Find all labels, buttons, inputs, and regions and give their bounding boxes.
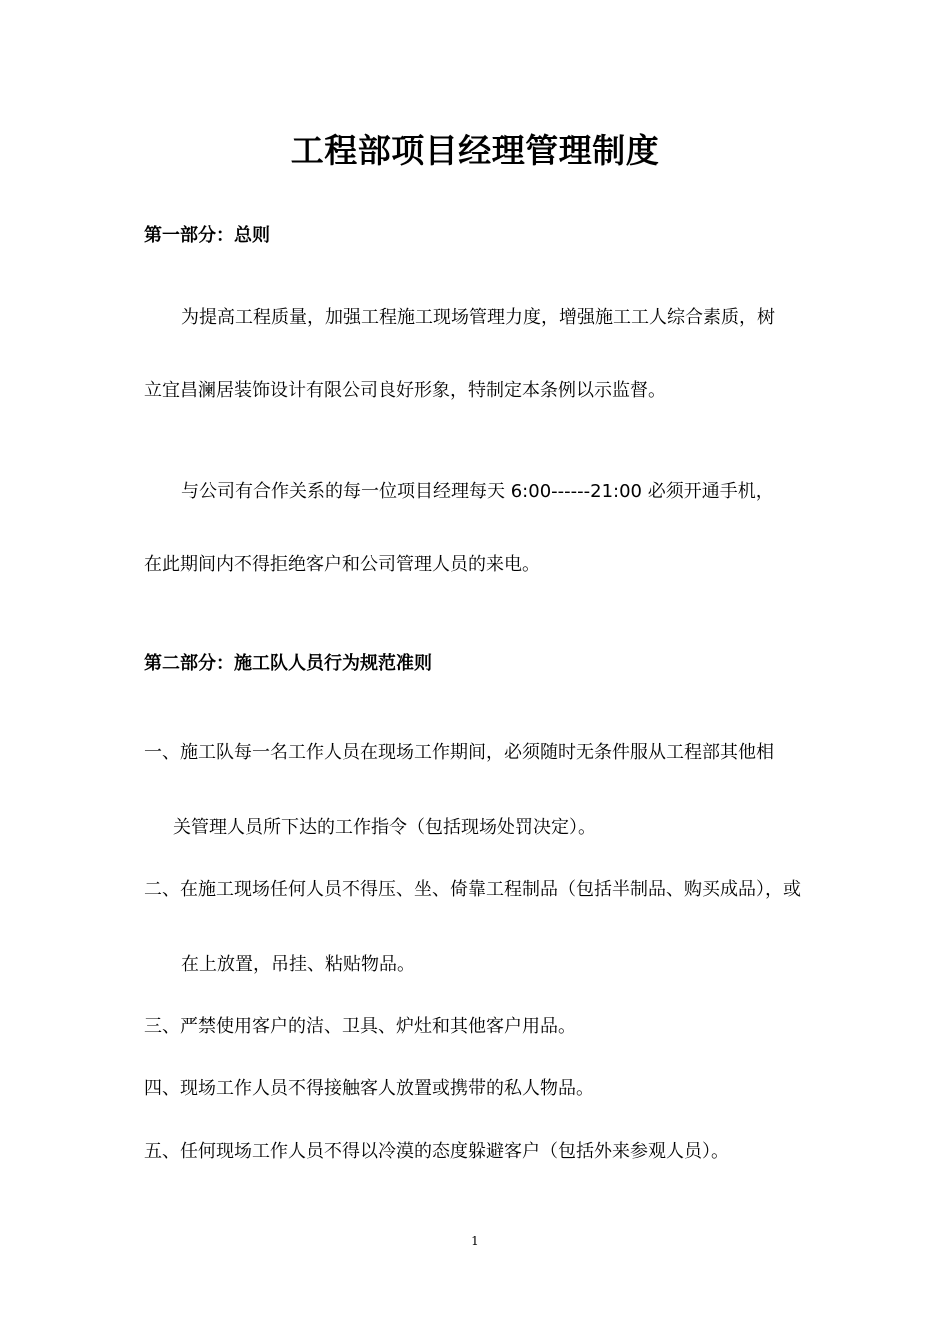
rule-item-3: 三、严禁使用客户的洁、卫具、炉灶和其他客户用品。 xyxy=(144,1016,576,1037)
rule-item-2-line-2: 在上放置，吊挂、粘贴物品。 xyxy=(181,954,415,975)
document-title: 工程部项目经理管理制度 xyxy=(290,131,660,170)
rule-item-2-line-1: 二、在施工现场任何人员不得压、坐、倚靠工程制品（包括半制品、购买成品），或 xyxy=(144,879,801,900)
rule-item-5: 五、任何现场工作人员不得以冷漠的态度躲避客户（包括外来参观人员）。 xyxy=(144,1141,729,1162)
rule-item-4: 四、现场工作人员不得接触客人放置或携带的私人物品。 xyxy=(144,1078,594,1099)
paragraph-phone-line-2: 在此期间内不得拒绝客户和公司管理人员的来电。 xyxy=(144,554,540,575)
paragraph-phone-line-1: 与公司有合作关系的每一位项目经理每天 6:00------21:00 必须开通手机， xyxy=(181,481,774,502)
paragraph-purpose-line-2: 立宜昌澜居装饰设计有限公司良好形象，特制定本条例以示监督。 xyxy=(144,380,666,401)
rule-item-1-line-1: 一、施工队每一名工作人员在现场工作期间，必须随时无条件服从工程部其他相 xyxy=(144,742,774,763)
section-heading-general: 第一部分：总则 xyxy=(144,225,270,246)
rule-item-1-line-2: 关管理人员所下达的工作指令（包括现场处罚决定）。 xyxy=(173,817,596,838)
section-heading-conduct: 第二部分：施工队人员行为规范准则 xyxy=(144,653,432,674)
paragraph-purpose-line-1: 为提高工程质量，加强工程施工现场管理力度，增强施工工人综合素质，树 xyxy=(181,307,775,328)
page-number: 1 xyxy=(471,1234,479,1248)
